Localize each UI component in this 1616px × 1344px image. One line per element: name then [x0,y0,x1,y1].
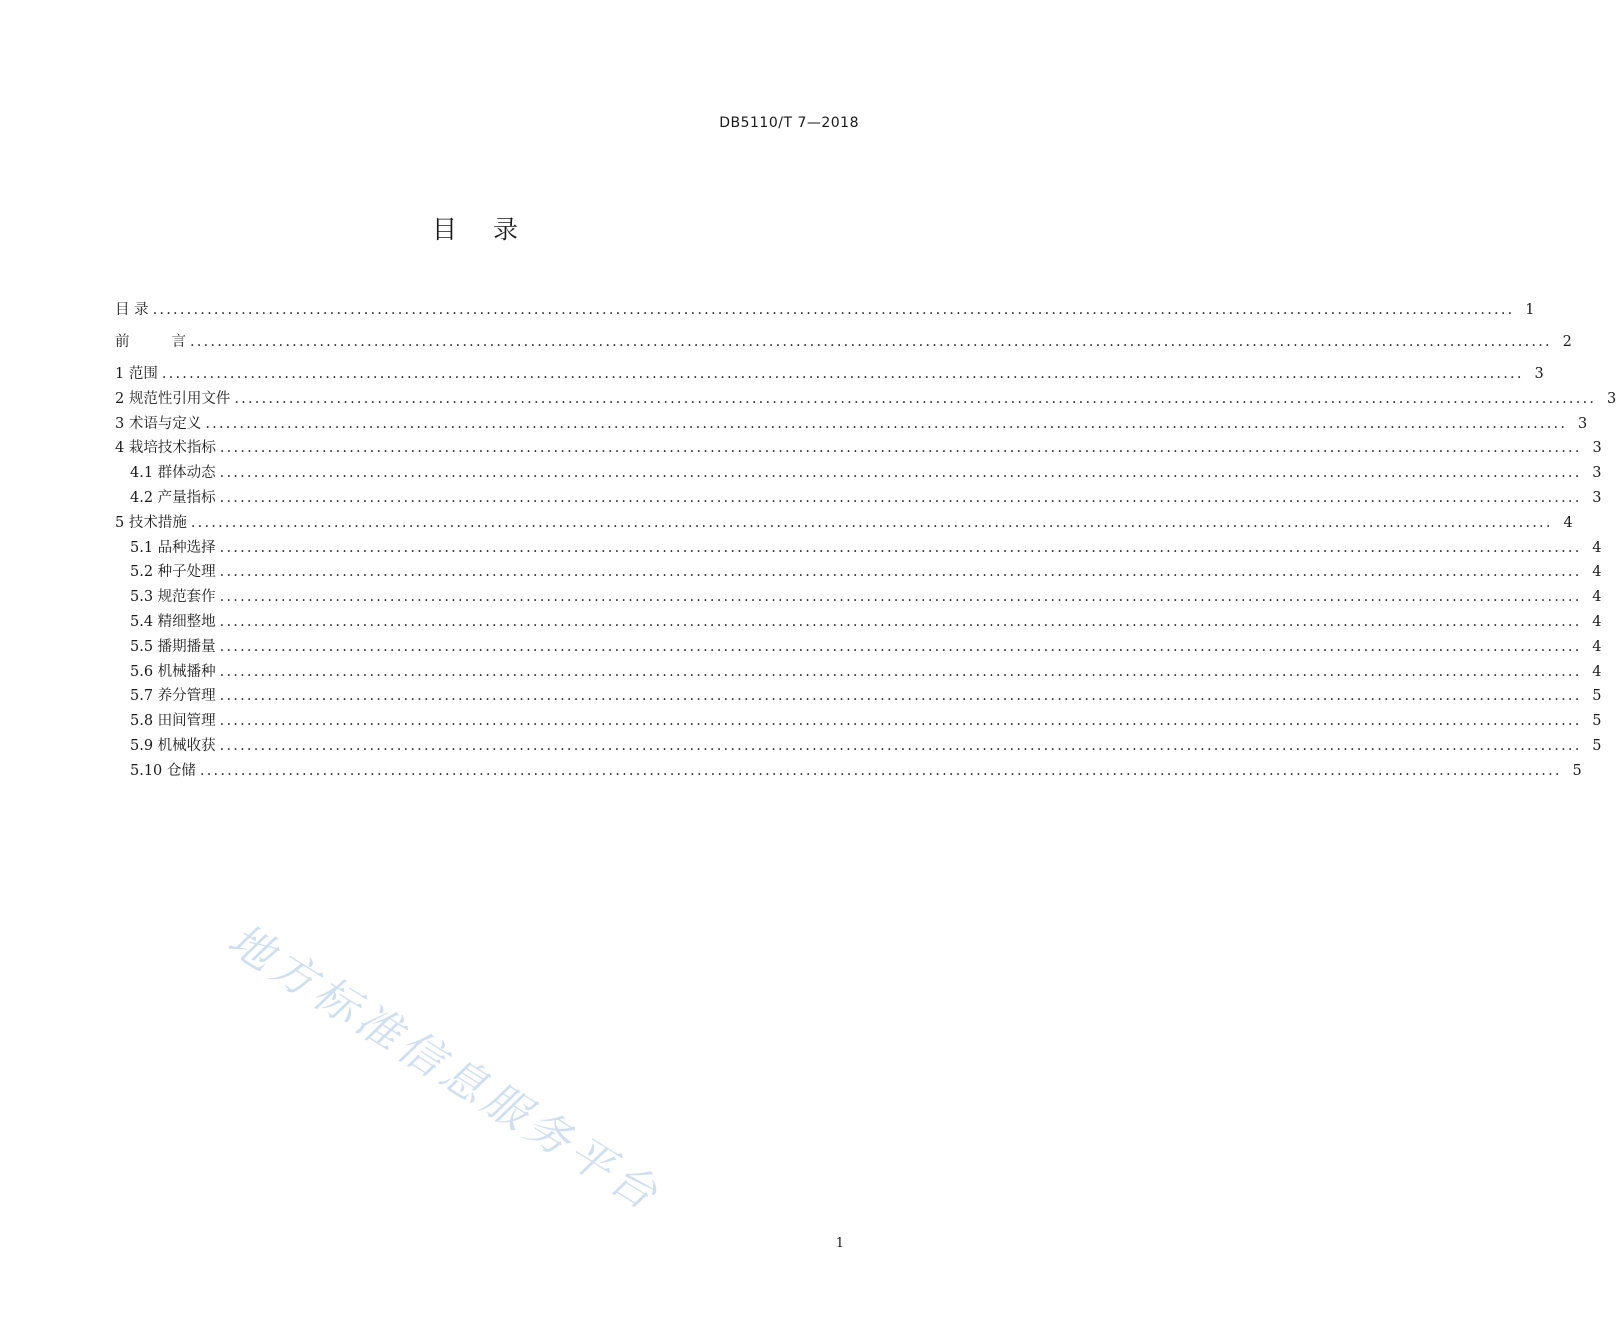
dot-leader: ........................................................................................................................................................................................................ [205,415,1568,432]
toc-entry-page: 4 [1592,589,1602,606]
document-code: DB5110/T 7—2018 [719,115,859,131]
dot-leader: ........................................................................................................................................................................................................ [219,465,1582,482]
dot-leader: ........................................................................................................................................................................................................ [219,688,1582,705]
toc-entry-page: 3 [1577,415,1588,432]
toc-subentry[interactable] [115,684,1602,709]
toc-entry-label: 前 言 [115,334,186,350]
toc-subentry[interactable] [115,585,1602,610]
toc-subentry[interactable] [115,734,1602,759]
dot-leader: ........................................................................................................................................................................................................ [219,589,1582,606]
toc-entry-label: 4 栽培技术指标 [115,440,216,457]
toc-entry-page: 4 [1592,613,1602,630]
dot-leader: ........................................................................................................................................................................................................ [190,514,1553,531]
toc-entry[interactable] [115,436,1602,461]
toc-entry-label: 5.1 品种选择 [130,539,216,556]
toc-entry-page: 1 [1525,302,1535,318]
dot-leader: ........................................................................................................................................................................................................ [190,334,1552,350]
dot-leader: ........................................................................................................................................................................................................ [219,737,1582,754]
toc-subentry[interactable] [115,660,1602,685]
toc-entry-label: 5.5 播期播量 [130,638,216,655]
toc-entry-page: 3 [1592,440,1602,457]
toc-entry-label: 5.2 种子处理 [130,564,216,581]
dot-leader: ........................................................................................................................................................................................................ [219,489,1582,506]
toc-entry[interactable] [115,362,1544,387]
toc-subentry[interactable] [115,486,1602,511]
toc-entry-page: 5 [1572,762,1582,779]
dot-leader: ........................................................................................................................................................................................................ [219,613,1582,630]
toc-entry-label: 5.9 机械收获 [130,737,216,754]
toc-subentry[interactable] [115,610,1602,635]
dot-leader: ........................................................................................................................................................................................................ [219,663,1582,680]
toc-entry-label: 5.3 规范套作 [130,589,216,606]
toc-entry-page: 5 [1592,688,1602,705]
toc-entry-label: 5.10 仓储 [130,762,196,779]
toc-entry-contents[interactable] [115,298,1535,330]
toc-entry-label: 4.2 产量指标 [130,489,216,506]
toc-entry-page: 3 [1592,489,1602,506]
toc-entry[interactable] [115,387,1616,412]
toc-entry-label: 4.1 群体动态 [130,465,216,482]
toc-subentry[interactable] [115,461,1602,486]
toc-entry-label: 5.4 精细整地 [130,613,216,630]
toc-subentry[interactable] [115,536,1602,561]
toc-subentry[interactable] [115,560,1602,585]
toc-subentry[interactable] [115,635,1602,660]
toc-entry-page: 3 [1606,390,1616,407]
dot-leader: ........................................................................................................................................................................................................ [234,390,1597,407]
dot-leader: ........................................................................................................................................................................................................ [219,564,1582,581]
page-number: 1 [835,1236,844,1251]
toc-entry-page: 5 [1592,737,1602,754]
toc-entry-page: 4 [1592,539,1602,556]
toc-entry-label: 5.6 机械播种 [130,663,216,680]
toc-entry-label: 5 技术措施 [115,514,187,531]
toc-entry-page: 3 [1534,366,1544,382]
toc-entry-page: 4 [1563,514,1573,531]
dot-leader: ........................................................................................................................................................................................................ [199,762,1562,779]
toc-entry-label: 目 录 [115,302,149,318]
toc-entry-label: 5.8 田间管理 [130,713,216,730]
toc-entry-label: 1 范围 [115,366,158,382]
dot-leader: ........................................................................................................................................................................................................ [219,539,1582,556]
toc-entry-page: 4 [1592,663,1602,680]
toc-entry-label: 2 规范性引用文件 [115,390,231,407]
dot-leader: ........................................................................................................................................................................................................ [152,302,1515,318]
watermark: 地方标准信息服务平台 [219,914,671,1223]
toc-entry-page: 5 [1592,713,1602,730]
page-title: 目 录 [432,215,532,244]
toc-entry-page: 3 [1592,465,1602,482]
toc-entry-page: 2 [1562,334,1572,350]
dot-leader: ........................................................................................................................................................................................................ [161,366,1524,382]
toc-entry-foreword[interactable] [115,330,1572,362]
toc-subentry[interactable] [115,759,1582,784]
toc-entry[interactable] [115,412,1588,437]
toc-entry-label: 5.7 养分管理 [130,688,216,705]
table-of-contents [115,298,1616,784]
dot-leader: ........................................................................................................................................................................................................ [219,638,1582,655]
toc-entry-page: 4 [1592,638,1602,655]
toc-entry[interactable] [115,511,1573,536]
toc-subentry[interactable] [115,709,1602,734]
dot-leader: ........................................................................................................................................................................................................ [219,713,1582,730]
toc-entry-label: 3 术语与定义 [115,415,202,432]
toc-entry-page: 4 [1592,564,1602,581]
dot-leader: ........................................................................................................................................................................................................ [219,440,1582,457]
